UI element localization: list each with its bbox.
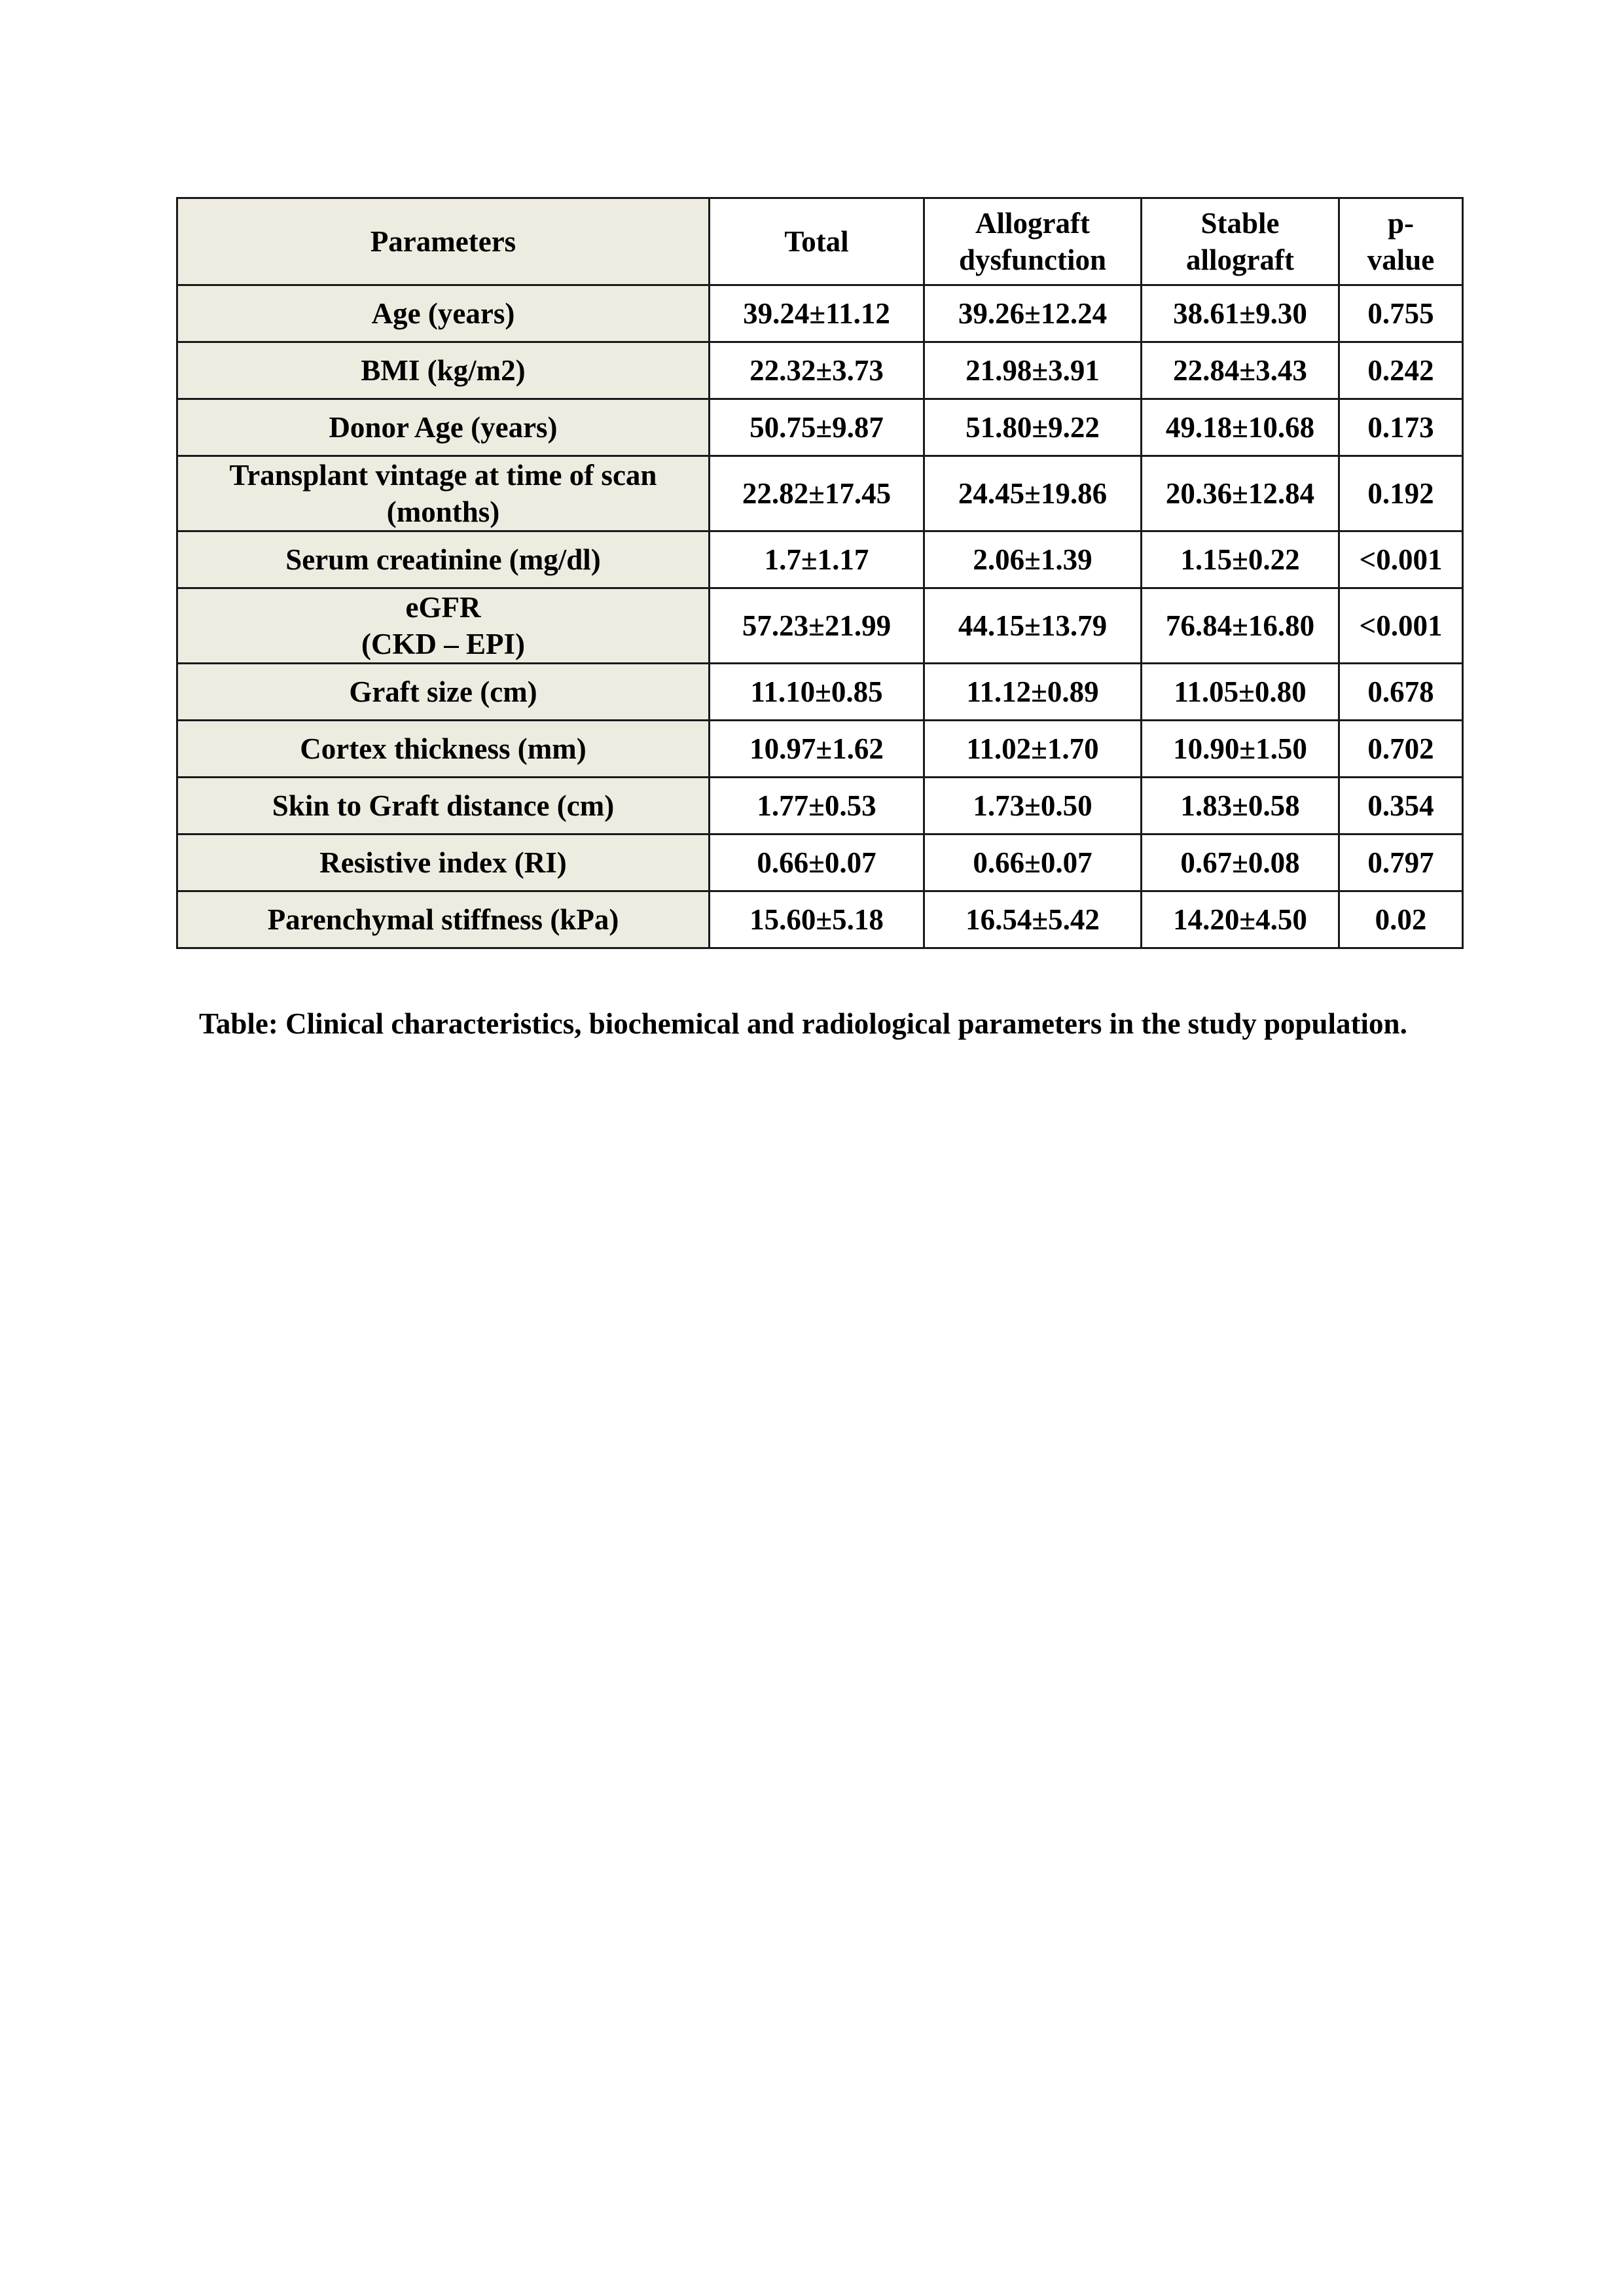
header-stable-allograft-line1: Stable <box>1200 207 1280 240</box>
parameter-label: Transplant vintage at time of scan <box>229 459 657 492</box>
cell-allograft-dysfunction: 51.80±9.22 <box>924 399 1142 456</box>
cell-p-value: 0.02 <box>1339 891 1463 948</box>
cell-total: 57.23±21.99 <box>710 588 924 664</box>
header-total: Total <box>710 198 924 285</box>
parameter-label-line2: (CKD – EPI) <box>361 628 525 660</box>
cell-stable-allograft: 10.90±1.50 <box>1142 721 1339 778</box>
cell-stable-allograft: 1.15±0.22 <box>1142 531 1339 588</box>
header-allograft-dysfunction-line2: dysfunction <box>958 243 1107 276</box>
cell-parameter <box>177 834 710 891</box>
parameter-label: Age (years) <box>371 297 515 330</box>
cell-total: 15.60±5.18 <box>710 891 924 948</box>
table-row <box>177 285 1463 342</box>
cell-stable-allograft: 0.67±0.08 <box>1142 834 1339 891</box>
cell-total: 22.32±3.73 <box>710 342 924 399</box>
cell-allograft-dysfunction: 0.66±0.07 <box>924 834 1142 891</box>
cell-stable-allograft: 22.84±3.43 <box>1142 342 1339 399</box>
cell-stable-allograft: 76.84±16.80 <box>1142 588 1339 664</box>
parameter-label: Cortex thickness (mm) <box>300 732 586 765</box>
cell-p-value: <0.001 <box>1339 531 1463 588</box>
table-row <box>177 664 1463 721</box>
cell-allograft-dysfunction: 1.73±0.50 <box>924 778 1142 834</box>
cell-total: 10.97±1.62 <box>710 721 924 778</box>
cell-allograft-dysfunction: 2.06±1.39 <box>924 531 1142 588</box>
cell-p-value: 0.702 <box>1339 721 1463 778</box>
cell-parameter <box>177 285 710 342</box>
cell-allograft-dysfunction: 11.02±1.70 <box>924 721 1142 778</box>
cell-stable-allograft: 49.18±10.68 <box>1142 399 1339 456</box>
table-row <box>177 588 1463 664</box>
cell-parameter <box>177 778 710 834</box>
cell-parameter <box>177 456 710 531</box>
cell-total: 22.82±17.45 <box>710 456 924 531</box>
cell-parameter <box>177 399 710 456</box>
cell-p-value: 0.173 <box>1339 399 1463 456</box>
table-caption: Table: Clinical characteristics, biochemical and radiological parameters in the study population. <box>199 1007 1407 1040</box>
cell-allograft-dysfunction: 44.15±13.79 <box>924 588 1142 664</box>
cell-parameter <box>177 891 710 948</box>
header-allograft-dysfunction-line1: Allograft <box>975 207 1090 240</box>
cell-total: 50.75±9.87 <box>710 399 924 456</box>
cell-p-value: <0.001 <box>1339 588 1463 664</box>
table-row <box>177 531 1463 588</box>
cell-stable-allograft: 11.05±0.80 <box>1142 664 1339 721</box>
header-parameters: Parameters <box>177 198 710 285</box>
table-row <box>177 721 1463 778</box>
table-row <box>177 778 1463 834</box>
cell-total: 0.66±0.07 <box>710 834 924 891</box>
cell-allograft-dysfunction: 24.45±19.86 <box>924 456 1142 531</box>
cell-total: 1.7±1.17 <box>710 531 924 588</box>
cell-p-value: 0.242 <box>1339 342 1463 399</box>
cell-p-value: 0.354 <box>1339 778 1463 834</box>
header-stable-allograft <box>1142 198 1339 285</box>
cell-parameter <box>177 342 710 399</box>
parameter-label: Donor Age (years) <box>329 411 558 444</box>
results-table-container <box>176 197 1462 949</box>
parameter-label-line2: (months) <box>386 495 500 528</box>
cell-total: 39.24±11.12 <box>710 285 924 342</box>
cell-stable-allograft: 14.20±4.50 <box>1142 891 1339 948</box>
cell-allograft-dysfunction: 16.54±5.42 <box>924 891 1142 948</box>
parameter-label: BMI (kg/m2) <box>361 354 526 387</box>
cell-parameter <box>177 531 710 588</box>
table-row <box>177 456 1463 531</box>
table-row <box>177 399 1463 456</box>
cell-p-value: 0.797 <box>1339 834 1463 891</box>
cell-stable-allograft: 38.61±9.30 <box>1142 285 1339 342</box>
cell-allograft-dysfunction: 21.98±3.91 <box>924 342 1142 399</box>
parameter-label: Resistive index (RI) <box>319 846 567 879</box>
cell-parameter <box>177 721 710 778</box>
cell-allograft-dysfunction: 39.26±12.24 <box>924 285 1142 342</box>
results-table <box>176 197 1464 949</box>
cell-stable-allograft: 1.83±0.58 <box>1142 778 1339 834</box>
cell-total: 11.10±0.85 <box>710 664 924 721</box>
header-p-value-line2: value <box>1367 243 1435 276</box>
cell-total: 1.77±0.53 <box>710 778 924 834</box>
cell-parameter <box>177 588 710 664</box>
header-p-value-line1: p- <box>1387 207 1414 240</box>
table-row <box>177 834 1463 891</box>
table-header-row <box>177 198 1463 285</box>
parameter-label: Parenchymal stiffness (kPa) <box>267 903 619 936</box>
parameter-label: Skin to Graft distance (cm) <box>272 789 615 822</box>
cell-allograft-dysfunction: 11.12±0.89 <box>924 664 1142 721</box>
cell-stable-allograft: 20.36±12.84 <box>1142 456 1339 531</box>
header-stable-allograft-line2: allograft <box>1186 243 1294 276</box>
parameter-label: Graft size (cm) <box>349 675 537 708</box>
table-row <box>177 342 1463 399</box>
cell-p-value: 0.755 <box>1339 285 1463 342</box>
header-p-value <box>1339 198 1463 285</box>
parameter-label: Serum creatinine (mg/dl) <box>285 543 601 576</box>
parameter-label: eGFR <box>405 591 481 624</box>
cell-parameter <box>177 664 710 721</box>
table-body <box>177 285 1463 948</box>
table-row <box>177 891 1463 948</box>
header-allograft-dysfunction <box>924 198 1142 285</box>
cell-p-value: 0.192 <box>1339 456 1463 531</box>
cell-p-value: 0.678 <box>1339 664 1463 721</box>
